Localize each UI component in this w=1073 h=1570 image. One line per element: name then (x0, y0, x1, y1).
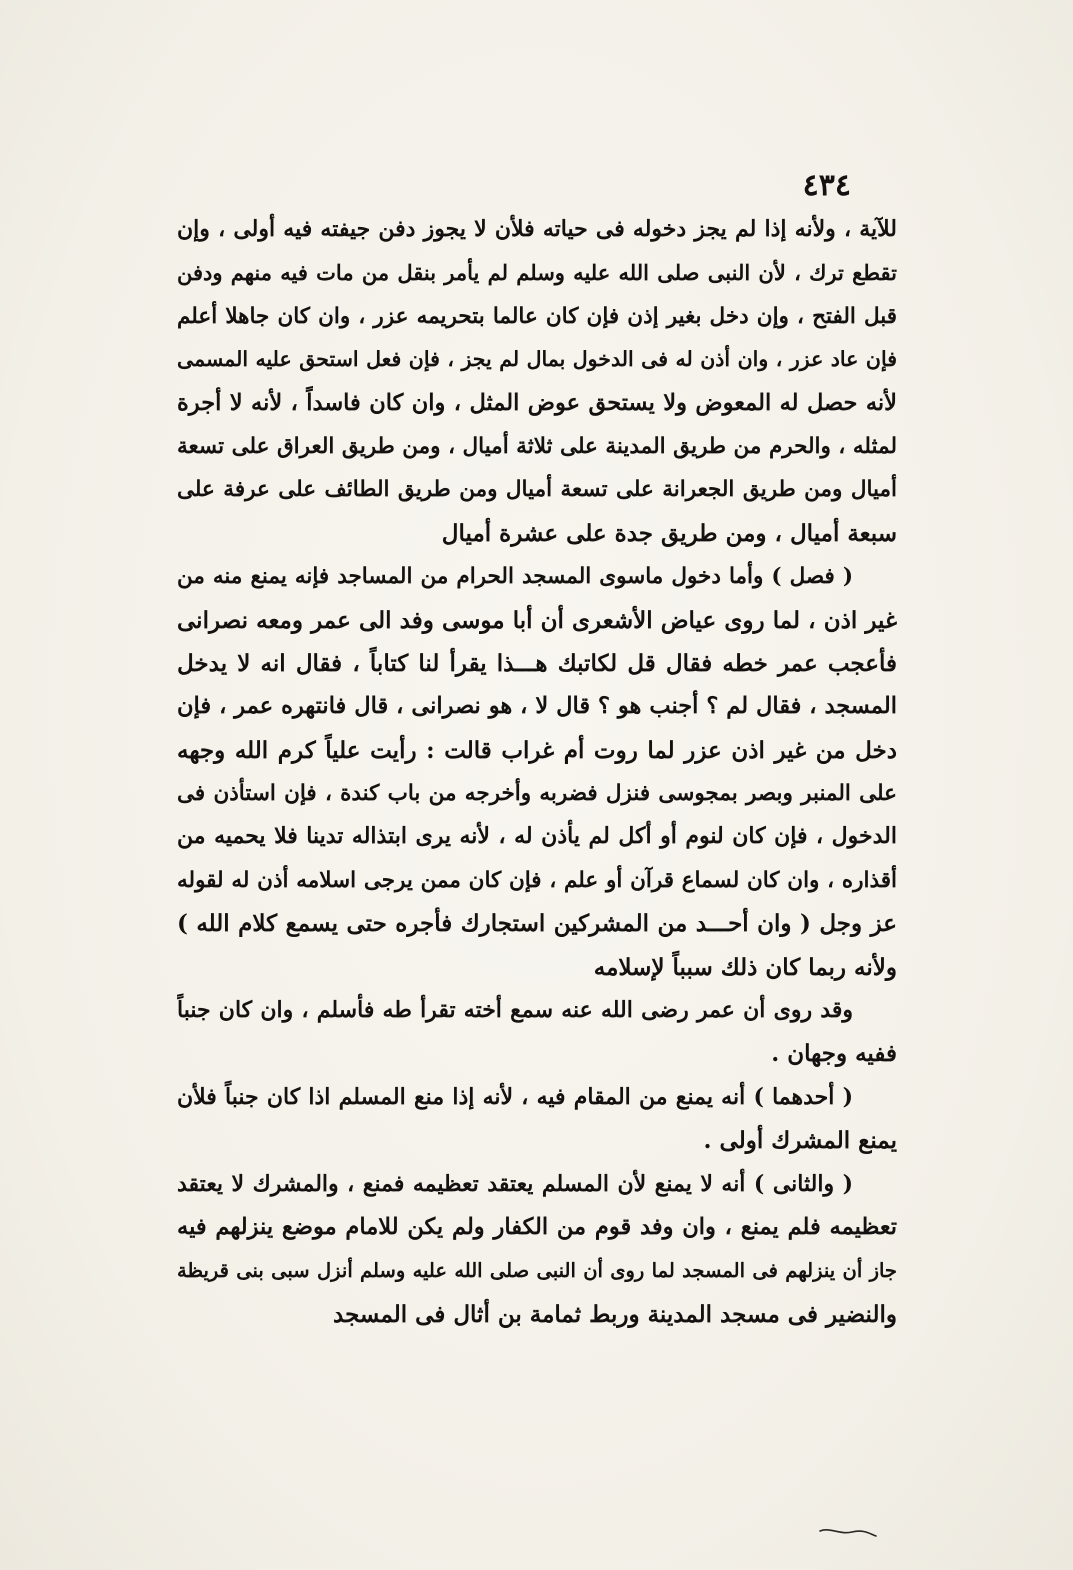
text-line: يمنع المشرك أولى . (703, 1127, 897, 1155)
text-line: ( فصل ) وأما دخول ماسوى المسجد الحرام من المساجد فإنه يمنع منه من (177, 564, 853, 590)
ink-smudge (818, 1525, 878, 1539)
text-line: على المنبر وبصر بمجوسى فنزل فضربه وأخرجه من باب كندة ، فإن استأذن فى (177, 781, 897, 807)
text-line: والنضير فى مسجد المدينة وربط ثمامة بن أثال فى المسجد (333, 1300, 897, 1328)
text-line: للآية ، ولأنه إذا لم يجز دخوله فى حياته فلأن لا يجوز دفن جيفته فيه أولى ، وإن (177, 216, 897, 242)
text-line: الدخول ، فإن كان لنوم أو أكل لم يأذن له ، لأنه يرى ابتذاله تدينا فلا يحميه من (177, 823, 897, 850)
text-line: جاز أن ينزلهم فى المسجد لما روى أن النبى صلى الله عليه وسلم أنزل سبى بنى قريظة (177, 1259, 897, 1283)
text-line: دخل من غير اذن عزر لما روت أم غراب قالت : رأيت علياً كرم الله وجهه (177, 736, 897, 764)
text-line: ولأنه ربما كان ذلك سبباً لإسلامه (593, 953, 897, 981)
text-line: أميال ومن طريق الجعرانة على تسعة أميال ومن طريق الطائف على عرفة على (177, 477, 897, 503)
text-line: ففيه وجهان . (771, 1040, 897, 1068)
text-line: قبل الفتح ، وإن دخل بغير إذن فإن كان عالما بتحريمه عزر ، وان كان جاهلا أعلم (177, 303, 897, 329)
text-line: غير اذن ، لما روى عياض الأشعرى أن أبا موسى وفد الى عمر ومعه نصرانى (177, 606, 897, 634)
text-line: عز وجل ( وان أحـــد من المشركين استجارك فأجره حتى يسمع كلام الله ) (177, 910, 897, 938)
page-number: ٤٣٤ (802, 168, 851, 203)
text-line: تعظيمه فلم يمنع ، وان وفد قوم من الكفار ولم يكن للامام موضع ينزلهم فيه (177, 1213, 897, 1240)
text-line: فإن عاد عزر ، وان أذن له فى الدخول بمال لم يجز ، فإن فعل استحق عليه المسمى (177, 347, 897, 372)
text-line: سبعة أميال ، ومن طريق جدة على عشرة أميال (441, 519, 897, 547)
text-line: ( والثانى ) أنه لا يمنع لأن المسلم يعتقد تعظيمه فمنع ، والمشرك لا يعتقد (177, 1170, 853, 1197)
body-text (177, 208, 897, 1336)
text-line: لمثله ، والحرم من طريق المدينة على ثلاثة أميال ، ومن طريق العراق على تسعة (177, 433, 897, 459)
text-line: المسجد ، فقال لم ؟ أجنب هو ؟ قال لا ، هو نصرانى ، قال فانتهره عمر ، فإن (177, 693, 897, 720)
text-line: ( أحدهما ) أنه يمنع من المقام فيه ، لأنه إذا منع المسلم اذا كان جنباً فلأن (177, 1083, 853, 1110)
text-line: لأنه حصل له المعوض ولا يستحق عوض المثل ، وان كان فاسداً ، لأنه لا أجرة (177, 389, 897, 416)
text-line: أقذاره ، وان كان لسماع قرآن أو علم ، فإن كان ممن يرجى اسلامه أذن له لقوله (177, 867, 897, 893)
text-line: وقد روى أن عمر رضى الله عنه سمع أخته تقرأ طه فأسلم ، وان كان جنباً (177, 997, 853, 1024)
text-line: تقطع ترك ، لأن النبى صلى الله عليه وسلم لم يأمر بنقل من مات فيه منهم ودفن (177, 260, 897, 286)
text-line: فأعجب عمر خطه فقال قل لكاتبك هـــذا يقرأ لنا كتاباً ، فقال انه لا يدخل (177, 649, 897, 677)
